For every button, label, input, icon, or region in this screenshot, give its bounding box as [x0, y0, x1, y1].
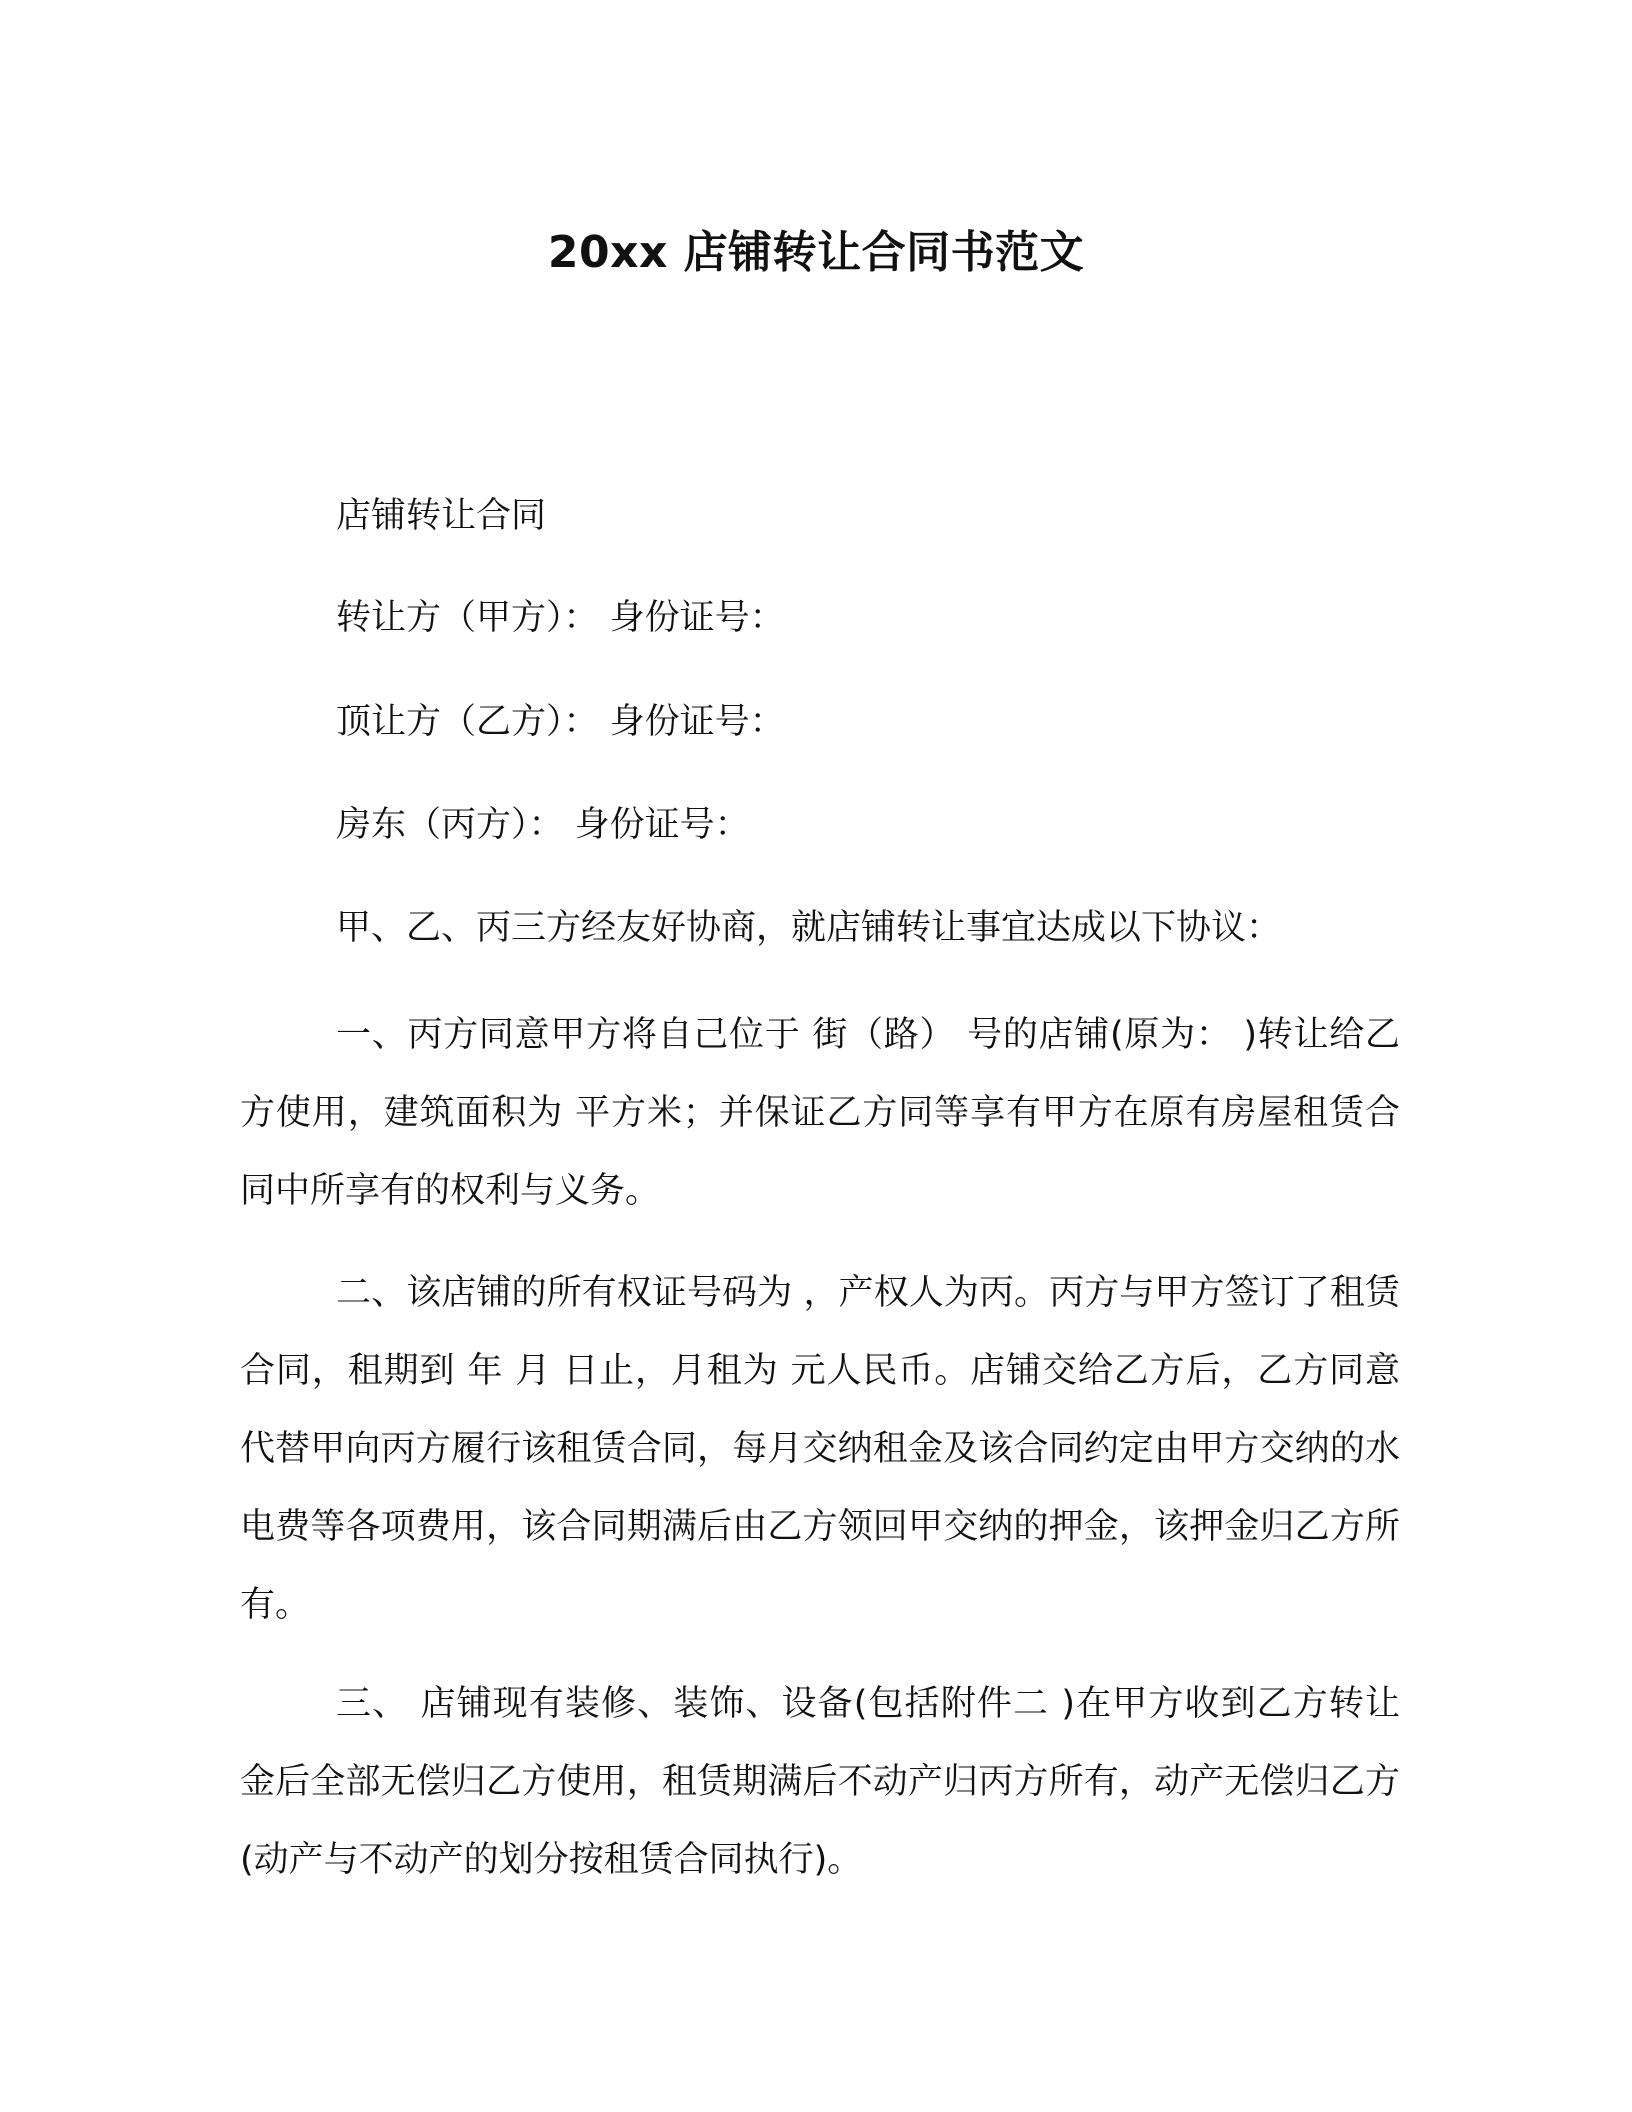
party-transferee: 顶让方（乙方）： 身份证号：	[336, 702, 785, 742]
preamble: 甲、乙、丙三方经友好协商，就店铺转让事宜达成以下协议：	[336, 908, 1282, 948]
document-title: 20xx 店铺转让合同书范文	[547, 227, 1085, 278]
clause-2: 二、该店铺的所有权证号码为 ，产权人为丙。丙方与甲方签订了租赁合同，租期到 年 月 日止，月租为 元人民币。店铺交给乙方后，乙方同意代替甲向丙方履行该租赁合同，每月交纳租金及该合同约定由甲方交纳的水电费等各项费用，该合同期满后由乙方领回甲交纳的押金，该押金归乙方所有。	[240, 1273, 1400, 1625]
contract-subtitle: 店铺转让合同	[336, 496, 547, 536]
party-landlord: 房东（丙方）： 身份证号：	[336, 805, 750, 845]
clause-1: 一、丙方同意甲方将自己位于 街（路） 号的店铺(原为： )转让给乙方使用，建筑面积为 平方米；并保证乙方同等享有甲方在原有房屋租赁合同中所享有的权利与义务。	[240, 1015, 1400, 1211]
party-transferor: 转让方（甲方）： 身份证号：	[336, 598, 785, 638]
clause-3: 三、 店铺现有装修、装饰、设备(包括附件二 )在甲方收到乙方转让金后全部无偿归乙方使用，租赁期满后不动产归丙方所有，动产无偿归乙方(动产与不动产的划分按租赁合同执行)。	[240, 1684, 1400, 1880]
